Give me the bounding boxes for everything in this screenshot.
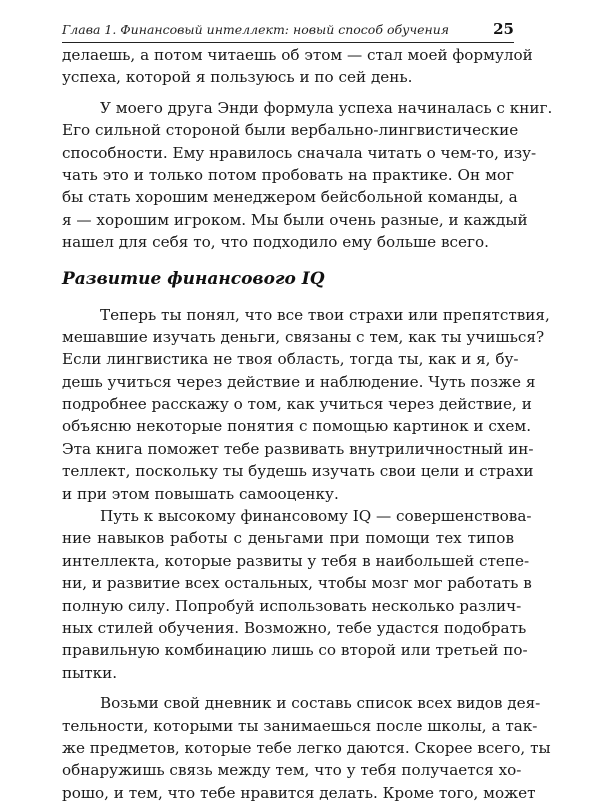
text-line: успеха, которой я пользуюсь и по сей день. <box>62 68 413 87</box>
text-line: Путь к высокому финансовому IQ — совершенствова- <box>100 507 532 526</box>
text-line: тельности, которыми ты занимаешься после школы, а так- <box>62 716 538 735</box>
text-line: Теперь ты понял, что все твои страхи или препятствия, <box>100 305 550 324</box>
text-line: чать это и только потом пробовать на практике. Он мог <box>62 165 514 184</box>
page-number: 25 <box>493 20 514 38</box>
text-line: Эта книга поможет тебе развивать внутриличностный ин- <box>62 439 534 458</box>
text-line: пытки. <box>62 663 118 682</box>
page-body <box>62 44 553 804</box>
paragraph <box>62 304 550 506</box>
text-line: интеллекта, которые развиты у тебя в наибольшей степе- <box>62 551 530 570</box>
chapter-title: Глава 1. Финансовый интеллект: новый способ обучения <box>62 22 450 37</box>
text-line: У моего друга Энди формула успеха начиналась с книг. <box>100 98 553 117</box>
text-line: способности. Ему нравилось сначала читать о чем-то, изу- <box>62 143 537 162</box>
text-line: Возьми свой дневник и составь список всех видов дея- <box>100 694 541 713</box>
text-line: мешавшие изучать деньги, связаны с тем, как ты учишься? <box>62 327 545 346</box>
paragraph <box>62 44 533 89</box>
text-line: же предметов, которые тебе легко даются. Скорее всего, ты <box>62 738 551 757</box>
paragraph <box>62 692 551 804</box>
text-line: ние навыков работы с деньгами при помощи тех типов <box>62 529 514 548</box>
text-line: теллект, поскольку ты будешь изучать свои цели и страхи <box>62 462 534 481</box>
running-header <box>62 20 514 43</box>
text-line: обнаружишь связь между тем, что у тебя получается хо- <box>62 761 522 780</box>
text-line: бы стать хорошим менеджером бейсбольной команды, а <box>62 188 518 207</box>
text-line: Его сильной стороной были вербально-лингвистические <box>62 121 519 140</box>
text-line: Если лингвистика не твоя область, тогда ты, как и я, бу- <box>62 350 519 369</box>
text-line: ни, и развитие всех остальных, чтобы мозг мог работать в <box>62 574 532 593</box>
text-line: и при этом повышать самооценку. <box>62 484 339 503</box>
text-line: правильную комбинацию лишь со второй или третьей по- <box>62 641 528 660</box>
text-line: нашел для себя то, что подходило ему больше всего. <box>62 233 489 252</box>
text-line: полную силу. Попробуй использовать несколько различ- <box>62 596 522 615</box>
text-line: я — хорошим игроком. Мы были очень разные, и каждый <box>62 210 528 229</box>
paragraph <box>62 97 553 254</box>
text-line: дешь учиться через действие и наблюдение. Чуть позже я <box>62 372 536 391</box>
text-line: рошо, и тем, что тебе нравится делать. Кроме того, может <box>62 783 536 802</box>
section-heading: Развитие финансового IQ <box>62 268 325 289</box>
paragraph <box>62 505 532 684</box>
text-line: делаешь, а потом читаешь об этом — стал моей формулой <box>62 46 533 64</box>
text-line: подробнее расскажу о том, как учиться через действие, и <box>62 395 532 414</box>
text-line: объясню некоторые понятия с помощью картинок и схем. <box>62 417 532 436</box>
text-line: ных стилей обучения. Возможно, тебе удастся подобрать <box>62 618 527 637</box>
